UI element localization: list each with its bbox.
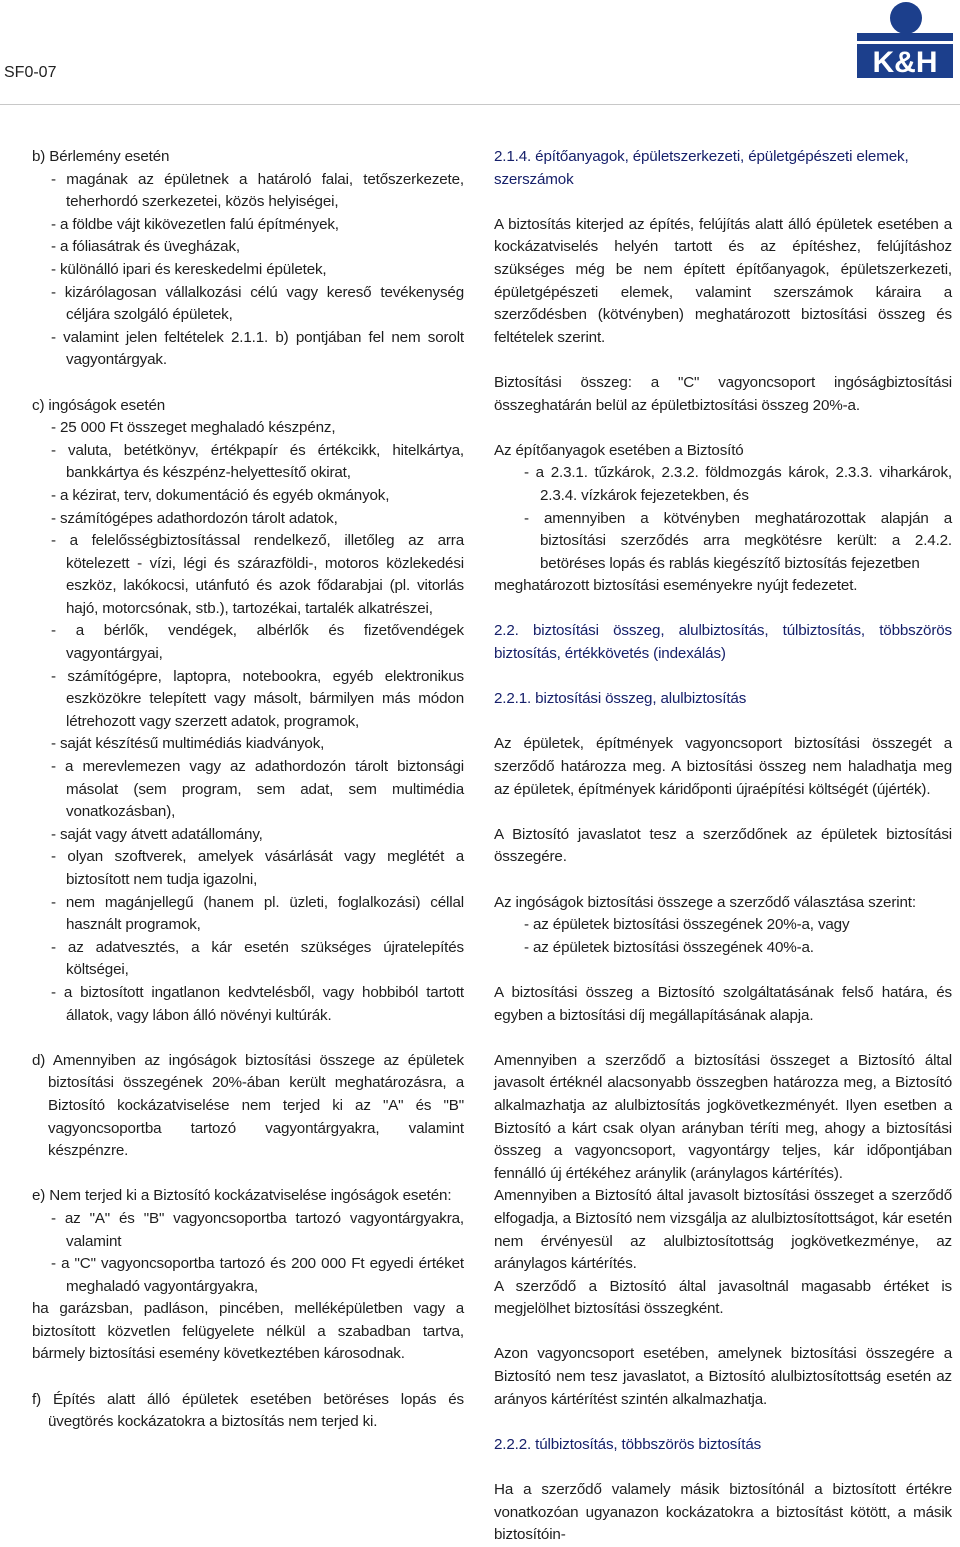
right-column	[494, 146, 952, 1547]
list-item: - amennyiben a kötvényben meghatározottak alapján a biztosítási szerződés arra megkötésre került: a 2.4.2. betöréses lopás és rablás kiegészítő biztosítás fejezetben	[524, 509, 952, 572]
list-item: - az adatvesztés, a kár esetén szükséges újratelepítés költségei,	[51, 938, 464, 979]
list-item: - a felelősségbiztosítással rendelkező, illetőleg az arra kötelezett - vízi, légi és szárazföldi-, motoros közlekedési eszköz, lakókocsi, utánfutó és azok fődarabjai (pl. vitorlás hajó, motorcsónak, stb.), tartozékai, tartalék alkatrészei,	[51, 532, 464, 617]
paragraph: A biztosítás kiterjed az építés, felújítás alatt álló épületek esetében a kockázatviselés helyén tartott és az építéshez, felújításhoz szükséges még be nem épített építőanyagok, épületszerkezeti, épületgépészeti elemek, valamint szerszámok káraira a szerződésben (kötvényben) meghatározott biztosítási összeg és feltételek szerint.	[494, 215, 952, 346]
list-item: - olyan szoftverek, amelyek vásárlását vagy meglétét a biztosított nem tudja igazolni,	[51, 848, 464, 888]
paragraph-title: Az építőanyagok esetében a Biztosító	[494, 441, 744, 459]
paragraph: Biztosítási összeg: a "C" vagyoncsoport ingóságbiztosítási összeghatárán belül az épületbiztosítási összeg 20%-a.	[494, 373, 952, 414]
heading-2-2: 2.2. biztosítási összeg, alulbiztosítás, túlbiztosítás, többszörös biztosítás, értékkövetés (indexálás)	[494, 622, 952, 663]
section-e-tail: ha garázsban, padláson, pincében, melléképületben vagy a biztosított közvetlen felügyelete nélkül a szabadban tartva, bármely biztosítási esemény következtében károsodnak.	[32, 1300, 464, 1363]
paragraph: A szerződő a Biztosító által javasoltnál magasabb értéket is megjelölhet biztosítási összegként.	[494, 1277, 952, 1318]
list-item: - nem magánjellegű (hanem pl. üzleti, foglalkozási) céllal használt programok,	[51, 893, 464, 934]
kh-logo	[855, 0, 955, 80]
left-column	[32, 146, 464, 1434]
document-code: SF0-07	[4, 64, 57, 81]
heading-2-1-4: 2.1.4. építőanyagok, épületszerkezeti, épületgépészeti elemek, szerszámok	[494, 148, 909, 188]
list-item: - a biztosított ingatlanon kedvtelésből, vagy hobbiból tartott állatok, vagy lábon álló növényi kultúrák.	[51, 983, 464, 1024]
list-item: - saját vagy átvett adatállomány,	[51, 825, 263, 843]
list-item: - magának az épületnek a határoló falai, tetőszerkezete, teherhordó szerkezetei, közös helyiségei,	[51, 170, 464, 211]
list-item: - saját készítésű multimédiás kiadványok,	[51, 735, 325, 753]
list-item: - a merevlemezen vagy az adathordozón tárolt biztonsági másolat (sem program, sem adat, sem multimédia vonatkozásban),	[51, 758, 464, 821]
paragraph: A Biztosító javaslatot tesz a szerződőnek az épületek biztosítási összegére.	[494, 825, 952, 866]
list-item: - különálló ipari és kereskedelmi épületek,	[51, 260, 327, 278]
list-item: - a kézirat, terv, dokumentáció és egyéb okmányok,	[51, 486, 390, 504]
heading-2-2-1: 2.2.1. biztosítási összeg, alulbiztosítás	[494, 690, 747, 708]
list-item: - a fóliasátrak és üvegházak,	[51, 238, 240, 256]
section-d-text: d) Amennyiben az ingóságok biztosítási összege az épületek biztosítási összegének 20%-ában került meghatározásra, a Biztosító kockázatviselése nem terjed ki az "A" és "B" vagyoncsoportba tartozó vagyontárgyakra, valamint készpénzre.	[32, 1051, 464, 1160]
list-item: - az épületek biztosítási összegének 20%-a, vagy	[524, 916, 850, 934]
list-item: - az "A" és "B" vagyoncsoportba tartozó vagyontárgyakra, valamint	[51, 1209, 464, 1250]
list-item: - számítógépre, laptopra, notebookra, egyéb elektronikus eszközökre telepített vagy másolt, bármilyen más módon létrehozott vagy szerzett adatok, programok,	[51, 667, 464, 730]
paragraph: Ha a szerződő valamely másik biztosítónál a biztosított értékre vonatkozóan ugyanazon kockázatokra a biztosítást kötött, a másik biztosítóin-	[494, 1481, 952, 1544]
paragraph: meghatározott biztosítási eseményekre nyújt fedezetet.	[494, 577, 858, 595]
list-item: - valamint jelen feltételek 2.1.1. b) pontjában fel nem sorolt vagyontárgyak.	[51, 328, 464, 369]
list-item: - a 2.3.1. tűzkárok, 2.3.2. földmozgás károk, 2.3.3. viharkárok, 2.3.4. vízkárok fejezetekben, és	[524, 464, 952, 504]
paragraph: Amennyiben a Biztosító által javasolt biztosítási összeget a szerződő elfogadja, a Biztosító nem vizsgálja az alulbiztosítottságot, kár esetén nem érvényesül az alulbiztosítottság jogkövetkezménye, az aránylagos kártérítés.	[494, 1187, 952, 1273]
list-item: - az épületek biztosítási összegének 40%-a.	[524, 938, 814, 956]
heading-2-2-2: 2.2.2. túlbiztosítás, többszörös biztosítás	[494, 1435, 762, 1453]
section-e-title: e) Nem terjed ki a Biztosító kockázatviselése ingóságok esetén:	[32, 1187, 452, 1205]
paragraph: Azon vagyoncsoport esetében, amelynek biztosítási összegére a Biztosító nem tesz javaslatot, a Biztosító alulbiztosítottság esetén az arányos kártérítést szintén alkalmazhatja.	[494, 1345, 952, 1408]
paragraph-title: Az ingóságok biztosítási összege a szerződő választása szerint:	[494, 893, 916, 911]
logo-text: K&H	[872, 46, 938, 79]
section-c-title: c) ingóságok esetén	[32, 396, 166, 414]
paragraph: Az épületek, építmények vagyoncsoport biztosítási összegét a szerződő határozza meg. A biztosítási összeg nem haladhatja meg az épületek, építmények káridőponti újraépítési költségét (újérték).	[494, 735, 952, 798]
list-item: - számítógépes adathordozón tárolt adatok,	[51, 509, 338, 527]
list-item: - kizárólagosan vállalkozási célú vagy kereső tevékenység céljára szolgáló épületek,	[51, 283, 464, 324]
list-item: - 25 000 Ft összeget meghaladó készpénz,	[51, 419, 336, 437]
list-item: - a bérlők, vendégek, albérlők és fizetővendégek vagyontárgyai,	[51, 622, 464, 663]
list-item: - a "C" vagyoncsoportba tartozó és 200 000 Ft egyedi értéket meghaladó vagyontárgyakra,	[51, 1255, 464, 1295]
list-item: - valuta, betétkönyv, értékpapír és értékcikk, hitelkártya, bankkártya és készpénz-helyettesítő okirat,	[51, 441, 464, 482]
paragraph: A biztosítási összeg a Biztosító szolgáltatásának felső határa, és egyben a biztosítási díj megállapításának alapja.	[494, 983, 952, 1024]
paragraph: Amennyiben a szerződő a biztosítási összeget a Biztosító által javasolt értéknél alacsonyabb összegben határozza meg, a Biztosító alkalmazhatja az alulbiztosítás jogkövetkezményét. Ilyen esetben a Biztosító a kárt csak olyan arányban téríti meg, ahogy a biztosítási összeg a vagyoncsoport, vagyontárgy teljes, kár időpontjában fennálló új értékéhez aránylik (aránylagos kártérítés).	[494, 1051, 952, 1182]
section-b-title: b) Bérlemény esetén	[32, 148, 170, 165]
header-rule	[0, 104, 960, 105]
list-item: - a földbe vájt kikövezetlen falú építmények,	[51, 215, 339, 233]
section-f-text: f) Építés alatt álló épületek esetében betöréses lopás és üvegtörés kockázatokra a biztosítás nem terjed ki.	[32, 1390, 464, 1431]
